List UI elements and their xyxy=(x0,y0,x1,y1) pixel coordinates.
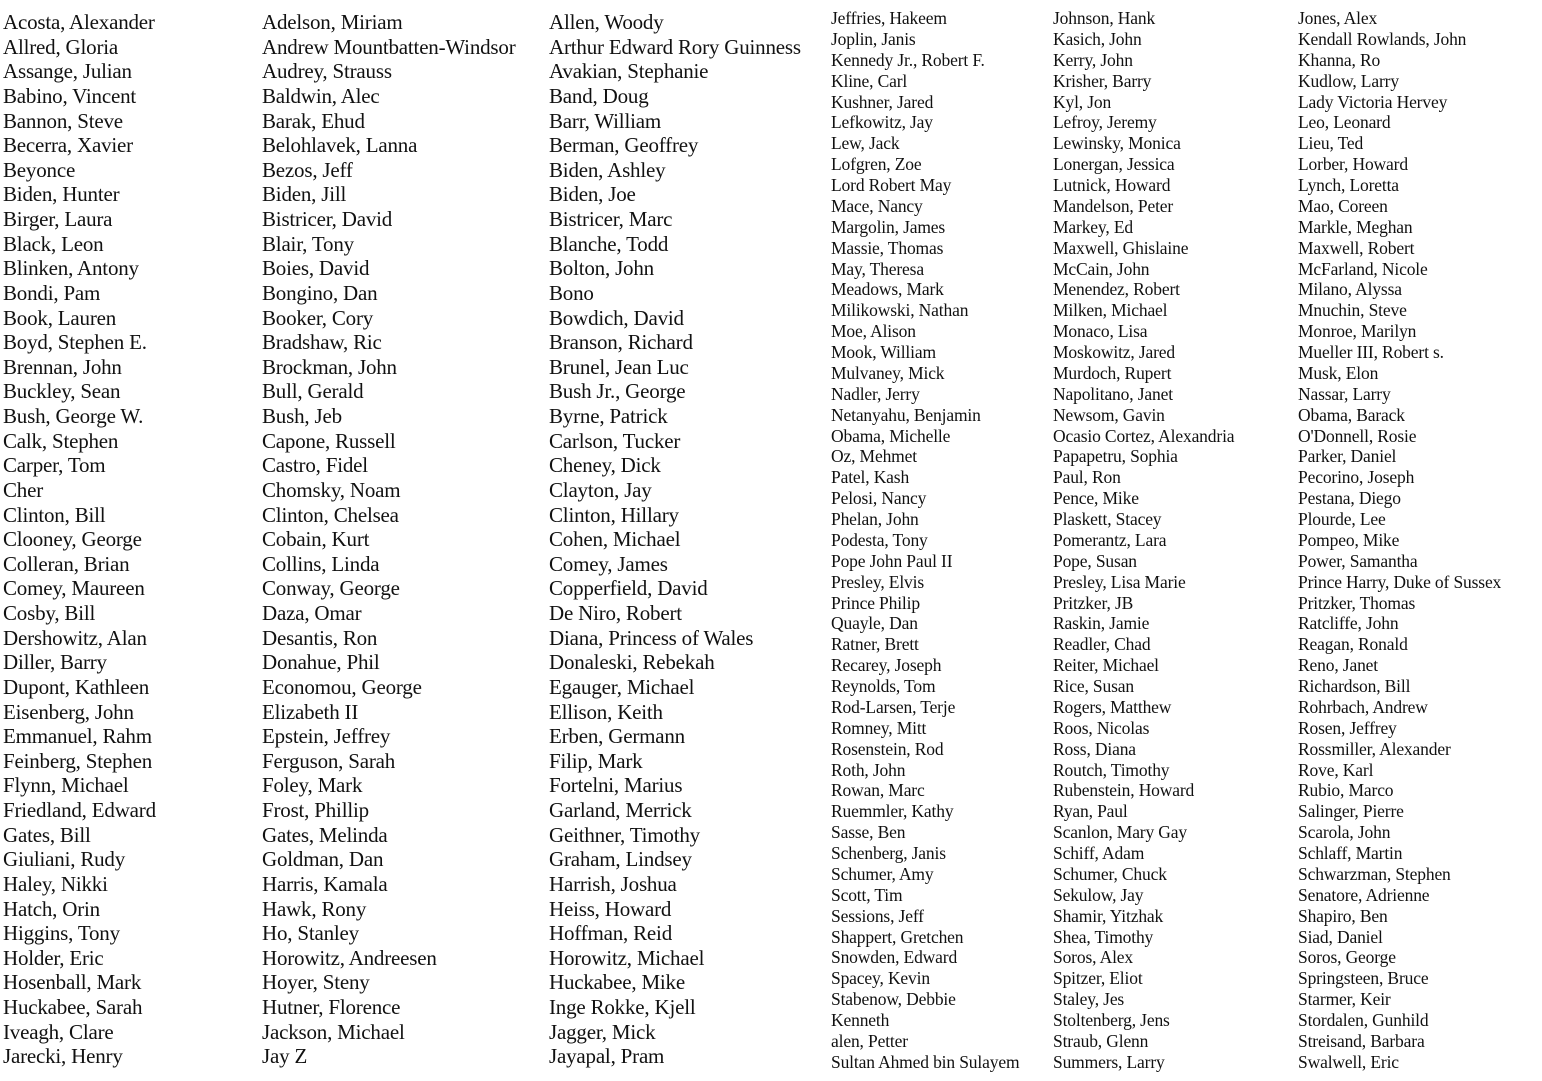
name-entry: Diana, Princess of Wales xyxy=(549,625,754,650)
name-entry: Black, Leon xyxy=(3,231,104,256)
name-column-5 xyxy=(1053,8,1234,1073)
name-entry: Brockman, John xyxy=(262,354,397,379)
name-entry: Mao, Coreen xyxy=(1298,195,1388,216)
name-entry: Berman, Geoffrey xyxy=(549,133,699,158)
name-entry: Markle, Meghan xyxy=(1298,216,1413,237)
name-entry: Routch, Timothy xyxy=(1053,759,1170,780)
name-entry: Jayapal, Pram xyxy=(549,1044,665,1069)
name-column-2 xyxy=(262,10,516,1069)
name-entry: Stabenow, Debbie xyxy=(831,989,956,1010)
name-entry: Ho, Stanley xyxy=(262,921,359,946)
name-entry: Inge Rokke, Kjell xyxy=(549,995,696,1019)
name-entry: Schenberg, Janis xyxy=(831,843,946,863)
name-entry: Lefroy, Jeremy xyxy=(1053,112,1157,133)
name-entry: Lorber, Howard xyxy=(1298,154,1408,175)
name-entry: Bezos, Jeff xyxy=(262,157,353,182)
name-entry: Snowden, Edward xyxy=(831,947,958,968)
name-entry: Ellison, Keith xyxy=(549,699,663,724)
name-entry: Gates, Bill xyxy=(3,822,91,847)
name-entry: Monaco, Lisa xyxy=(1053,321,1148,342)
name-entry: Senatore, Adrienne xyxy=(1298,884,1430,905)
name-entry: Richardson, Bill xyxy=(1298,676,1411,696)
name-entry: Blanche, Todd xyxy=(549,231,669,256)
name-entry: Bannon, Steve xyxy=(3,108,123,133)
name-entry: Harrish, Joshua xyxy=(549,871,677,896)
name-entry: Graham, Lindsey xyxy=(549,847,692,872)
name-entry: O'Donnell, Rosie xyxy=(1298,425,1417,446)
name-entry: Foley, Mark xyxy=(262,773,363,798)
name-entry: Rosen, Jeffrey xyxy=(1298,717,1397,738)
name-entry: Mace, Nancy xyxy=(831,195,923,216)
name-entry: Stoltenberg, Jens xyxy=(1053,1010,1170,1030)
name-entry: Audrey, Strauss xyxy=(262,59,392,84)
name-entry: Pope John Paul II xyxy=(831,550,953,571)
name-entry: Pritzker, JB xyxy=(1053,592,1134,613)
name-entry: Lew, Jack xyxy=(831,133,900,154)
name-entry: Obama, Michelle xyxy=(831,425,951,446)
name-entry: Pestana, Diego xyxy=(1298,488,1401,509)
name-entry: Goldman, Dan xyxy=(262,847,384,872)
name-entry: Donahue, Phil xyxy=(262,650,380,675)
name-entry: Jarecki, Henry xyxy=(3,1044,123,1069)
name-entry: Carlson, Tucker xyxy=(549,428,681,453)
name-entry: Shea, Timothy xyxy=(1053,926,1154,947)
name-entry: Bowdich, David xyxy=(549,305,684,330)
name-entry: Belohlavek, Lanna xyxy=(262,133,418,158)
name-entry: Clinton, Chelsea xyxy=(262,502,399,527)
name-entry: Pecorino, Joseph xyxy=(1298,467,1415,488)
name-entry: Milikowski, Nathan xyxy=(831,300,969,321)
name-entry: Roos, Nicolas xyxy=(1053,717,1150,738)
name-entry: Obama, Barack xyxy=(1298,404,1405,425)
name-entry: Filip, Mark xyxy=(549,748,643,773)
name-entry: Rossmiller, Alexander xyxy=(1298,738,1451,759)
name-entry: Comey, James xyxy=(549,551,668,576)
name-entry: Cher xyxy=(3,477,44,502)
name-entry: Lefkowitz, Jay xyxy=(831,112,933,133)
name-entry: Harris, Kamala xyxy=(262,871,388,896)
name-entry: Sultan Ahmed bin Sulayem xyxy=(831,1051,1020,1072)
name-entry: Adelson, Miriam xyxy=(262,10,403,34)
name-entry: Schumer, Amy xyxy=(831,863,934,884)
name-entry: Pomerantz, Lara xyxy=(1053,529,1167,550)
name-entry: Baldwin, Alec xyxy=(262,83,380,108)
name-entry: Collins, Linda xyxy=(262,551,380,576)
name-entry: Iveagh, Clare xyxy=(3,1019,114,1044)
name-entry: Clinton, Hillary xyxy=(549,502,679,527)
name-entry: Buckley, Sean xyxy=(3,379,121,404)
name-entry: Byrne, Patrick xyxy=(549,404,668,428)
name-entry: Bush, George W. xyxy=(3,404,144,428)
name-entry: Acosta, Alexander xyxy=(3,10,155,34)
name-entry: Plourde, Lee xyxy=(1298,509,1386,529)
name-entry: Bush, Jeb xyxy=(262,404,342,428)
name-entry: Fortelni, Marius xyxy=(549,773,683,798)
name-entry: Moskowitz, Jared xyxy=(1053,342,1176,362)
name-entry: Maxwell, Ghislaine xyxy=(1053,237,1189,258)
name-entry: Sekulow, Jay xyxy=(1053,884,1144,905)
name-entry: Leo, Leonard xyxy=(1298,112,1391,133)
name-entry: Epstein, Jeffrey xyxy=(262,724,391,749)
name-entry: Lonergan, Jessica xyxy=(1053,154,1175,175)
name-entry: Biden, Ashley xyxy=(549,157,666,182)
name-entry: Joplin, Janis xyxy=(831,28,916,49)
name-entry: Erben, Germann xyxy=(549,724,685,749)
name-entry: Kushner, Jared xyxy=(831,91,934,112)
name-entry: McCain, John xyxy=(1053,258,1150,279)
name-entry: Pompeo, Mike xyxy=(1298,529,1400,550)
name-entry: Kerry, John xyxy=(1053,49,1133,70)
name-entry: Patel, Kash xyxy=(831,467,910,488)
name-entry: Margolin, James xyxy=(831,216,946,237)
name-entry: Bull, Gerald xyxy=(262,379,364,404)
name-entry: Economou, George xyxy=(262,674,422,699)
name-entry: Castro, Fidel xyxy=(262,453,368,478)
name-entry: Newsom, Gavin xyxy=(1053,404,1165,425)
name-entry: Phelan, John xyxy=(831,509,919,529)
name-entry: Desantis, Ron xyxy=(262,625,378,650)
name-entry: Rubio, Marco xyxy=(1298,780,1394,801)
name-entry: Quayle, Dan xyxy=(831,613,918,634)
name-entry: Straub, Glenn xyxy=(1053,1030,1149,1051)
name-entry: Pence, Mike xyxy=(1053,488,1139,509)
name-entry: Stordalen, Gunhild xyxy=(1298,1010,1429,1030)
name-entry: Rogers, Matthew xyxy=(1053,696,1172,717)
name-entry: Beyonce xyxy=(3,157,76,182)
name-entry: Bush Jr., George xyxy=(549,379,686,404)
name-entry: Jones, Alex xyxy=(1298,8,1378,28)
name-entry: Parker, Daniel xyxy=(1298,446,1397,467)
name-entry: Arthur Edward Rory Guinness xyxy=(549,34,801,59)
name-entry: Schumer, Chuck xyxy=(1053,863,1167,884)
name-entry: Salinger, Pierre xyxy=(1298,801,1404,822)
name-entry: Jeffries, Hakeem xyxy=(831,8,947,28)
name-entry: Dupont, Kathleen xyxy=(3,674,150,699)
name-entry: De Niro, Robert xyxy=(549,601,682,625)
name-entry: Ryan, Paul xyxy=(1053,801,1128,822)
name-entry: Biden, Jill xyxy=(262,182,347,207)
name-entry: Nassar, Larry xyxy=(1298,383,1391,404)
name-entry: Ross, Diana xyxy=(1053,738,1136,759)
name-entry: Mnuchin, Steve xyxy=(1298,300,1407,321)
name-entry: Boyd, Stephen E. xyxy=(3,330,147,355)
name-entry: Shamir, Yitzhak xyxy=(1053,905,1164,926)
name-entry: Johnson, Hank xyxy=(1053,8,1156,28)
name-entry: Scarola, John xyxy=(1298,822,1391,843)
name-entry: Rod-Larsen, Terje xyxy=(831,696,956,717)
name-entry: Musk, Elon xyxy=(1298,362,1379,383)
name-entry: Kline, Carl xyxy=(831,70,908,91)
name-entry: Kennedy Jr., Robert F. xyxy=(831,49,985,70)
name-entry: Egauger, Michael xyxy=(549,674,695,699)
name-entry: Meadows, Mark xyxy=(831,279,944,300)
name-entry: Moe, Alison xyxy=(831,321,916,342)
name-entry: Milken, Michael xyxy=(1053,300,1168,321)
name-entry: Presley, Lisa Marie xyxy=(1053,571,1186,592)
name-entry: Colleran, Brian xyxy=(3,551,130,576)
name-entry: Calk, Stephen xyxy=(3,428,119,453)
name-entry: Flynn, Michael xyxy=(3,773,129,798)
name-entry: Schiff, Adam xyxy=(1053,843,1145,863)
name-entry: Gates, Melinda xyxy=(262,822,388,847)
name-entry: Clayton, Jay xyxy=(549,477,652,502)
name-entry: Summers, Larry xyxy=(1053,1051,1165,1072)
name-entry: Assange, Julian xyxy=(3,59,132,84)
name-entry: Brunel, Jean Luc xyxy=(549,354,689,379)
name-entry: Allen, Woody xyxy=(549,10,664,34)
name-entry: Soros, Alex xyxy=(1053,947,1134,968)
name-entry: Spitzer, Eliot xyxy=(1053,968,1143,989)
name-entry: Hutner, Florence xyxy=(262,995,401,1019)
name-entry: alen, Petter xyxy=(831,1030,908,1051)
name-entry: Hatch, Orin xyxy=(3,896,100,921)
name-entry: Mueller III, Robert s. xyxy=(1298,342,1444,362)
name-entry: Conway, George xyxy=(262,576,400,601)
name-entry: Frost, Phillip xyxy=(262,798,369,822)
name-entry: Reagan, Ronald xyxy=(1298,634,1408,655)
name-entry: Mulvaney, Mick xyxy=(831,362,945,383)
name-entry: Biden, Joe xyxy=(549,182,636,207)
name-entry: Booker, Cory xyxy=(262,305,374,330)
name-entry: Emmanuel, Rahm xyxy=(3,724,152,749)
name-entry: Becerra, Xavier xyxy=(3,133,133,158)
name-entry: Giuliani, Rudy xyxy=(3,847,126,872)
name-entry: Diller, Barry xyxy=(3,650,107,675)
name-entry: Netanyahu, Benjamin xyxy=(831,404,981,425)
name-entry: Ruemmler, Kathy xyxy=(831,801,954,822)
name-entry: Shappert, Gretchen xyxy=(831,926,964,947)
name-entry: Hawk, Rony xyxy=(262,896,367,921)
name-entry: Blair, Tony xyxy=(262,231,354,256)
name-entry: Paul, Ron xyxy=(1053,467,1121,488)
name-entry: Pritzker, Thomas xyxy=(1298,592,1416,613)
name-entry: Khanna, Ro xyxy=(1298,49,1381,70)
name-entry: Huckabee, Sarah xyxy=(3,995,143,1019)
name-entry: Band, Doug xyxy=(549,83,649,108)
name-entry: Kudlow, Larry xyxy=(1298,70,1399,91)
name-entry: Barr, William xyxy=(549,108,661,133)
name-entry: Blinken, Antony xyxy=(3,256,139,281)
name-entry: McFarland, Nicole xyxy=(1298,258,1428,279)
name-entry: Birger, Laura xyxy=(3,207,113,231)
name-entry: Kendall Rowlands, John xyxy=(1298,28,1467,49)
name-entry: Lynch, Loretta xyxy=(1298,175,1399,195)
name-entry: Haley, Nikki xyxy=(3,871,108,896)
name-entry: Garland, Merrick xyxy=(549,798,692,822)
name-entry: Oz, Mehmet xyxy=(831,446,917,467)
name-entry: Rice, Susan xyxy=(1053,676,1134,696)
name-entry: Krisher, Barry xyxy=(1053,70,1152,91)
name-entry: Biden, Hunter xyxy=(3,182,120,207)
name-entry: Romney, Mitt xyxy=(831,717,927,738)
name-entry: Donaleski, Rebekah xyxy=(549,650,715,675)
name-entry: Lofgren, Zoe xyxy=(831,154,922,175)
name-entry: Springsteen, Bruce xyxy=(1298,968,1429,989)
name-column-1 xyxy=(3,10,156,1069)
name-entry: Rove, Karl xyxy=(1298,759,1374,780)
name-entry: Prince Philip xyxy=(831,592,920,613)
name-entry: Jay Z xyxy=(262,1044,308,1069)
name-entry: Cohen, Michael xyxy=(549,527,681,552)
name-entry: Bradshaw, Ric xyxy=(262,330,382,355)
name-entry: Brennan, John xyxy=(3,354,122,379)
name-entry: Raskin, Jamie xyxy=(1053,613,1150,634)
name-entry: Clooney, George xyxy=(3,527,142,552)
name-entry: May, Theresa xyxy=(831,258,924,279)
name-entry: Huckabee, Mike xyxy=(549,970,685,995)
name-entry: Bongino, Dan xyxy=(262,280,378,305)
name-entry: Copperfield, David xyxy=(549,576,708,601)
name-entry: Roth, John xyxy=(831,759,906,780)
name-entry: Staley, Jes xyxy=(1053,989,1125,1010)
name-entry: Chomsky, Noam xyxy=(262,477,401,502)
name-entry: Scott, Tim xyxy=(831,884,903,905)
name-entry: Kasich, John xyxy=(1053,28,1142,49)
name-entry: Horowitz, Andreesen xyxy=(262,945,437,970)
name-entry: Lord Robert May xyxy=(831,175,952,195)
name-entry: Bistricer, Marc xyxy=(549,207,673,231)
name-entry: Lady Victoria Hervey xyxy=(1298,91,1448,112)
name-entry: Elizabeth II xyxy=(262,699,359,724)
name-entry: Geithner, Timothy xyxy=(549,822,700,847)
name-entry: Jackson, Michael xyxy=(262,1019,405,1044)
name-entry: Cosby, Bill xyxy=(3,601,96,625)
name-entry: Rohrbach, Andrew xyxy=(1298,696,1428,717)
name-column-4 xyxy=(831,8,1019,1073)
name-entry: Milano, Alyssa xyxy=(1298,279,1402,300)
name-entry: Schwarzman, Stephen xyxy=(1298,863,1451,884)
name-entry: Markey, Ed xyxy=(1053,216,1133,237)
name-entry: Sessions, Jeff xyxy=(831,905,924,926)
name-entry: Streisand, Barbara xyxy=(1298,1030,1425,1051)
name-entry: Jagger, Mick xyxy=(549,1019,656,1044)
name-entry: Soros, George xyxy=(1298,947,1396,968)
name-entry: Ferguson, Sarah xyxy=(262,748,396,773)
name-entry: Reynolds, Tom xyxy=(831,676,936,696)
name-entry: Babino, Vincent xyxy=(3,83,136,108)
name-entry: Reno, Janet xyxy=(1298,655,1378,676)
name-entry: Rowan, Marc xyxy=(831,780,925,801)
name-entry: Starmer, Keir xyxy=(1298,989,1391,1010)
name-entry: Daza, Omar xyxy=(262,601,362,625)
name-entry: Rosenstein, Rod xyxy=(831,738,944,759)
name-entry: Comey, Maureen xyxy=(3,576,145,601)
name-entry: Siad, Daniel xyxy=(1298,926,1383,947)
name-entry: Mook, William xyxy=(831,342,936,362)
name-entry: Lutnick, Howard xyxy=(1053,175,1171,195)
name-entry: Papapetru, Sophia xyxy=(1053,446,1178,467)
name-entry: Cheney, Dick xyxy=(549,453,661,478)
name-entry: Hoyer, Steny xyxy=(262,970,370,995)
name-entry: Higgins, Tony xyxy=(3,921,120,946)
name-entry: Branson, Richard xyxy=(549,330,693,355)
name-entry: Pope, Susan xyxy=(1053,550,1137,571)
name-entry: Napolitano, Janet xyxy=(1053,383,1173,404)
name-entry: Recarey, Joseph xyxy=(831,655,942,676)
name-entry: Shapiro, Ben xyxy=(1298,905,1388,926)
name-entry: Barak, Ehud xyxy=(262,108,365,133)
name-entry: Monroe, Marilyn xyxy=(1298,321,1417,342)
name-entry: Feinberg, Stephen xyxy=(3,748,153,773)
name-entry: Horowitz, Michael xyxy=(549,945,705,970)
name-entry: Lieu, Ted xyxy=(1298,133,1364,154)
name-entry: Bono xyxy=(549,280,594,305)
name-entry: Ratner, Brett xyxy=(831,634,919,655)
name-entry: Andrew Mountbatten-Windsor xyxy=(262,34,516,59)
name-entry: Capone, Russell xyxy=(262,428,396,453)
name-entry: Reiter, Michael xyxy=(1053,655,1159,676)
name-entry: Allred, Gloria xyxy=(3,34,118,59)
name-entry: Kenneth xyxy=(831,1010,890,1030)
name-entry: Mandelson, Peter xyxy=(1053,195,1174,216)
name-entry: Plaskett, Stacey xyxy=(1053,509,1162,529)
name-entry: Dershowitz, Alan xyxy=(3,625,147,650)
name-entry: Eisenberg, John xyxy=(3,699,134,724)
name-entry: Friedland, Edward xyxy=(3,798,156,822)
name-entry: Scanlon, Mary Gay xyxy=(1053,822,1188,843)
name-entry: Nadler, Jerry xyxy=(831,383,920,404)
name-entry: Clinton, Bill xyxy=(3,502,106,527)
name-entry: Rubenstein, Howard xyxy=(1053,780,1195,801)
name-column-3 xyxy=(549,10,801,1069)
name-entry: Ratcliffe, John xyxy=(1298,613,1399,634)
name-entry: Hoffman, Reid xyxy=(549,921,672,946)
name-entry: Boies, David xyxy=(262,256,370,281)
name-entry: Schlaff, Martin xyxy=(1298,843,1403,863)
name-entry: Ocasio Cortez, Alexandria xyxy=(1053,425,1235,446)
name-entry: Presley, Elvis xyxy=(831,571,925,592)
name-entry: Cobain, Kurt xyxy=(262,527,370,552)
name-entry: Prince Harry, Duke of Sussex xyxy=(1298,571,1502,592)
name-column-6 xyxy=(1298,8,1501,1073)
name-entry: Murdoch, Rupert xyxy=(1053,362,1172,383)
name-entry: Pelosi, Nancy xyxy=(831,488,927,509)
name-entry: Menendez, Robert xyxy=(1053,279,1180,300)
name-entry: Holder, Eric xyxy=(3,945,104,970)
name-entry: Sasse, Ben xyxy=(831,822,906,843)
name-entry: Readler, Chad xyxy=(1053,634,1151,655)
name-entry: Bistricer, David xyxy=(262,207,393,231)
name-entry: Bolton, John xyxy=(549,256,654,281)
name-entry: Swalwell, Eric xyxy=(1298,1051,1399,1072)
name-entry: Book, Lauren xyxy=(3,305,117,330)
name-entry: Hosenball, Mark xyxy=(3,970,142,995)
name-entry: Kyl, Jon xyxy=(1053,91,1112,112)
name-entry: Maxwell, Robert xyxy=(1298,237,1415,258)
name-entry: Bondi, Pam xyxy=(3,280,101,305)
name-entry: Heiss, Howard xyxy=(549,896,672,921)
name-entry: Power, Samantha xyxy=(1298,550,1418,571)
name-entry: Spacey, Kevin xyxy=(831,968,930,989)
name-entry: Carper, Tom xyxy=(3,453,106,478)
name-entry: Lewinsky, Monica xyxy=(1053,133,1181,154)
name-entry: Avakian, Stephanie xyxy=(549,59,709,84)
name-entry: Massie, Thomas xyxy=(831,237,944,258)
name-entry: Podesta, Tony xyxy=(831,529,928,550)
